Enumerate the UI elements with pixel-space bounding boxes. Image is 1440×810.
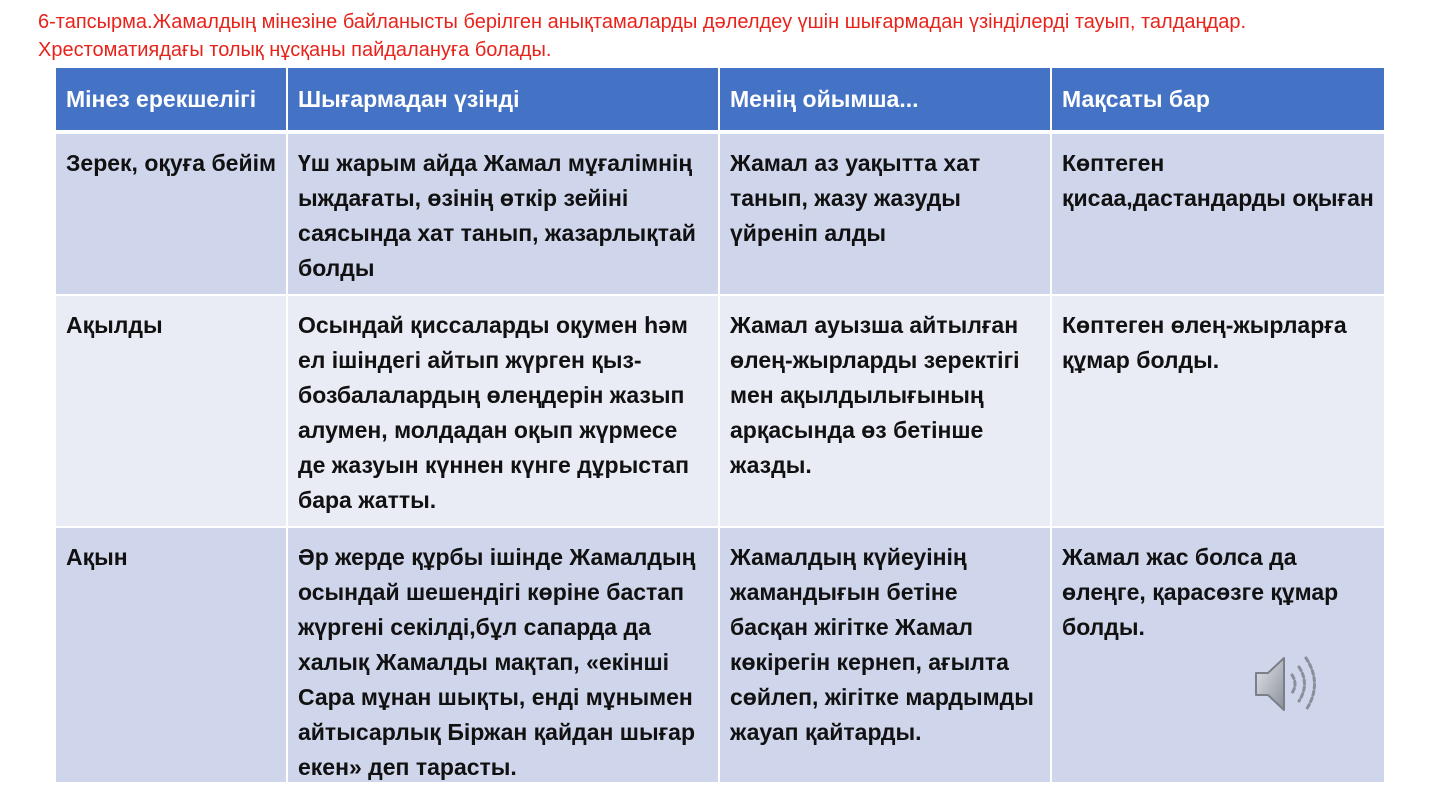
cell-opinion: Жамалдың күйеуінің жамандығын бетіне басқан жігітке Жамал көкірегін кернеп, ағылта сөйлеп, жігітке мардымды жауап қайтарды.	[720, 528, 1052, 782]
cell-opinion: Жамал аз уақытта хат танып, жазу жазуды үйреніп алды	[720, 134, 1052, 296]
task-instruction	[38, 8, 1418, 64]
cell-trait: Ақын	[56, 528, 288, 782]
header-goal: Мақсаты бар	[1052, 68, 1384, 134]
table-body	[56, 134, 1384, 782]
table-row	[56, 528, 1384, 782]
cell-goal: Жамал жас болса да өлеңге, қарасөзге құмар болды.	[1052, 528, 1384, 782]
table-header	[56, 68, 1384, 134]
cell-excerpt: Осындай қиссаларды оқумен һәм ел ішіндегі айтып жүрген қыз-бозбалалардың өлеңдерін жазып алумен, молдадан оқып жүрмесе де жазуын күннен күнге дұрыстап бара жатты.	[288, 296, 720, 528]
header-opinion: Менің ойымша...	[720, 68, 1052, 134]
speaker-icon[interactable]	[1250, 646, 1326, 722]
cell-goal: Көптеген өлең-жырларға құмар болды.	[1052, 296, 1384, 528]
cell-excerpt: Үш жарым айда Жамал мұғалімнің ыждағаты, өзінің өткір зейіні саясында хат танып, жазарлықтай болды	[288, 134, 720, 296]
cell-trait: Ақылды	[56, 296, 288, 528]
cell-goal: Көптеген қисаа,дастандарды оқыған	[1052, 134, 1384, 296]
cell-trait: Зерек, оқуға бейім	[56, 134, 288, 296]
table-row	[56, 296, 1384, 528]
character-analysis-table-container	[56, 68, 1384, 782]
character-analysis-table	[56, 68, 1384, 782]
cell-excerpt: Әр жерде құрбы ішінде Жамалдың осындай шешендігі көріне бастап жүргені секілді,бұл сапарда да халық Жамалды мақтап, «екінші Сара мұнан шықты, енді мұнымен айтысарлық Біржан қайдан шығар екен» деп тарасты.	[288, 528, 720, 782]
header-row	[56, 68, 1384, 134]
header-excerpt: Шығармадан үзінді	[288, 68, 720, 134]
task-instruction-line-1: 6-тапсырма.Жамалдың мінезіне байланысты берілген анықтамаларды дәлелдеу үшін шығармадан үзінділерді тауып, талдаңдар.	[38, 11, 1247, 33]
task-instruction-line-2: Хрестоматиядағы толық нұсқаны пайдалануға болады.	[38, 39, 552, 61]
table-row	[56, 134, 1384, 296]
header-trait: Мінез ерекшелігі	[56, 68, 288, 134]
cell-opinion: Жамал ауызша айтылған өлең-жырларды зеректігі мен ақылдылығының арқасында өз бетінше жазды.	[720, 296, 1052, 528]
